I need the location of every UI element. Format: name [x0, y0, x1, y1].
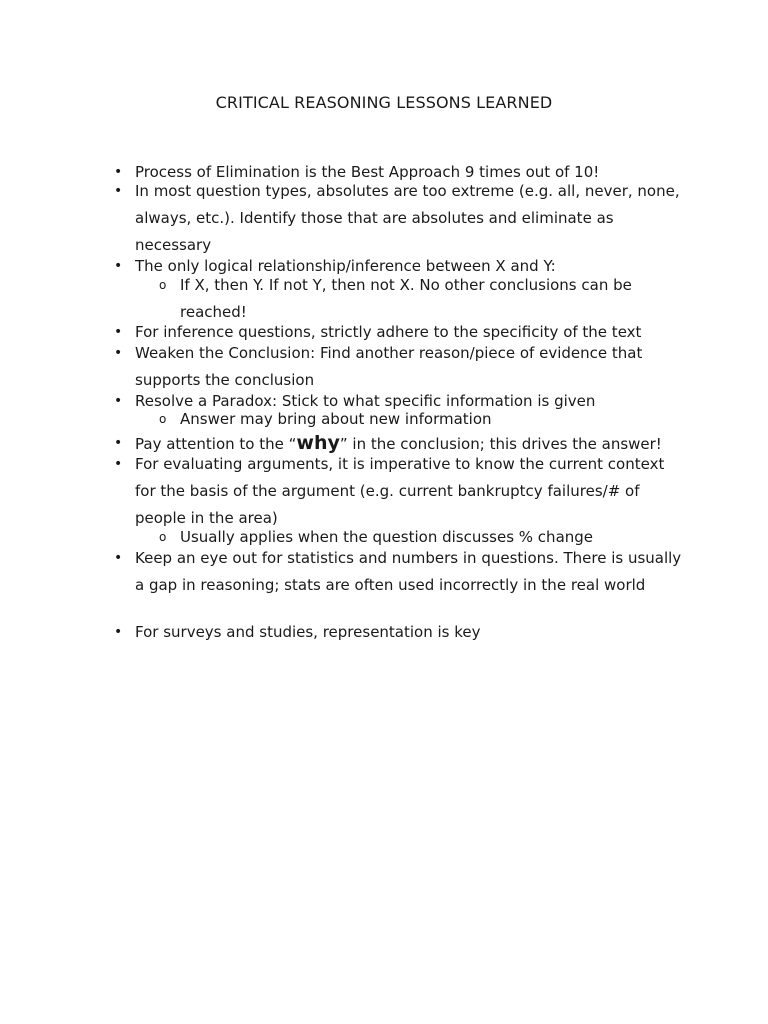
bullet-item: • Weaken the Conclusion: Find another reason/piece of evidence that supports the conclusion: [135, 340, 685, 394]
bullet-item: • Resolve a Paradox: Stick to what specific information is given: [135, 388, 685, 415]
sub-bullet-item: o If X, then Y. If not Y, then not X. No other conclusions can be reached!: [180, 272, 680, 326]
bullet-item: • For evaluating arguments, it is imperative to know the current context for the basis of the argument (e.g. current bankruptcy failures/# of people in the area): [135, 451, 685, 532]
document-title: CRITICAL REASONING LESSONS LEARNED: [215, 93, 553, 112]
sub-bullet-item: o Answer may bring about new information: [180, 406, 680, 433]
bullet-item: • The only logical relationship/inference between X and Y:: [135, 253, 685, 280]
bullet-item: • Process of Elimination is the Best Approach 9 times out of 10!: [135, 159, 685, 186]
sub-bullet-item: o Usually applies when the question discusses % change: [180, 524, 680, 551]
bullet-item: • For inference questions, strictly adhere to the specificity of the text: [135, 319, 685, 346]
why-emphasis: why: [296, 432, 340, 454]
bullet-text-before: Pay attention to the “: [135, 435, 297, 453]
bullet-item: • For surveys and studies, representation is key: [135, 619, 685, 646]
bullet-item: • In most question types, absolutes are too extreme (e.g. all, never, none, always, etc.). Identify those that are absolutes and eliminate as necessary: [135, 178, 685, 259]
bullet-text-after: ” in the conclusion; this drives the answer!: [339, 435, 662, 453]
bullet-item: • Keep an eye out for statistics and numbers in questions. There is usually a gap in reasoning; stats are often used incorrectly in the real world: [135, 545, 685, 599]
